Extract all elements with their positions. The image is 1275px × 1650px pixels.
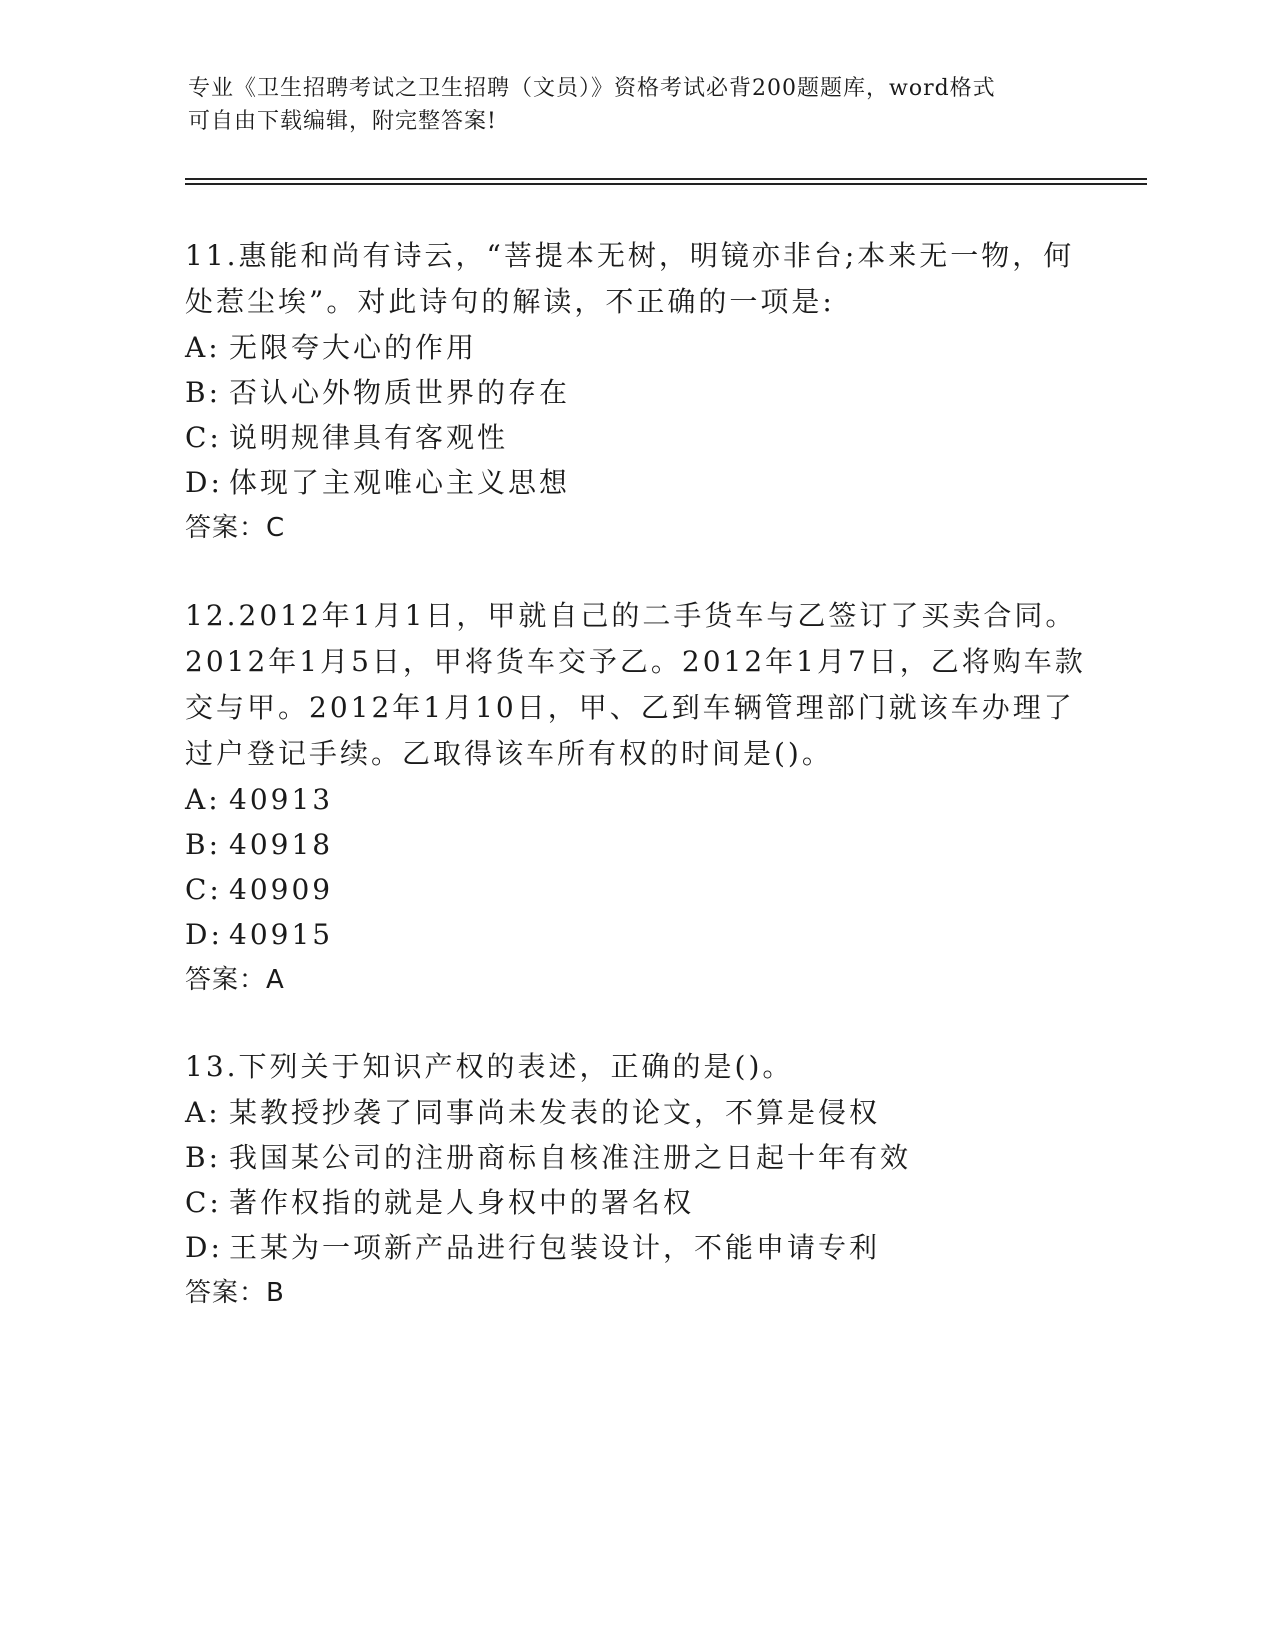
option-text: 著作权指的就是人身权中的署名权 (229, 1186, 695, 1219)
answer-line: 答案：C (185, 513, 286, 543)
option-d (185, 1225, 1105, 1270)
option-b (185, 1135, 1105, 1180)
option-text: 无限夸大心的作用 (229, 331, 478, 364)
option-key: B: (185, 376, 222, 409)
option-text: 40913 (229, 783, 334, 816)
option-key: B: (185, 1141, 222, 1174)
option-text: 40918 (229, 828, 334, 861)
option-text: 某教授抄袭了同事尚未发表的论文，不算是侵权 (229, 1096, 881, 1129)
document-header (188, 72, 1088, 138)
option-key: D: (185, 918, 223, 951)
option-text: 40915 (229, 918, 334, 951)
answer-line: 答案：B (185, 1278, 285, 1308)
option-text: 说明规律具有客观性 (229, 421, 509, 454)
answer-line: 答案：A (185, 965, 285, 995)
header-line-1: 专业《卫生招聘考试之卫生招聘（文员）》资格考试必背200题题库，word格式 (188, 76, 996, 101)
option-c (185, 867, 1105, 912)
option-d (185, 912, 1105, 957)
option-text: 我国某公司的注册商标自核准注册之日起十年有效 (229, 1141, 912, 1174)
option-key: A: (185, 1096, 221, 1129)
option-text: 40909 (229, 873, 334, 906)
header-divider-top (185, 178, 1147, 180)
question-stem: 13.下列关于知识产权的表述，正确的是()。 (185, 1050, 794, 1083)
option-a (185, 1090, 1105, 1135)
question-stem: 11.惠能和尚有诗云，“菩提本无树，明镜亦非台;本来无一物，何处惹尘埃”。对此诗句的解读，不正确的一项是: (185, 239, 1075, 318)
option-key: A: (185, 331, 221, 364)
option-b (185, 370, 1105, 415)
question-12 (185, 593, 1105, 1003)
header-line-2: 可自由下载编辑，附完整答案! (188, 109, 497, 134)
option-text: 否认心外物质世界的存在 (229, 376, 571, 409)
question-13 (185, 1044, 1105, 1316)
option-key: A: (185, 783, 221, 816)
option-d (185, 460, 1105, 505)
option-key: D: (185, 1231, 223, 1264)
header-divider-bottom (185, 183, 1147, 185)
option-key: C: (185, 873, 222, 906)
question-11 (185, 233, 1105, 551)
option-key: D: (185, 466, 223, 499)
option-a (185, 325, 1105, 370)
option-key: B: (185, 828, 222, 861)
question-stem: 12.2012年1月1日，甲就自己的二手货车与乙签订了买卖合同。2012年1月5日，甲将货车交予乙。2012年1月7日，乙将购车款交与甲。2012年1月10日，甲、乙到车辆管理部门就该车办理了过户登记手续。乙取得该车所有权的时间是()。 (185, 599, 1086, 770)
option-c (185, 1180, 1105, 1225)
option-key: C: (185, 1186, 222, 1219)
option-c (185, 415, 1105, 460)
option-text: 体现了主观唯心主义思想 (229, 466, 571, 499)
option-key: C: (185, 421, 222, 454)
option-a (185, 777, 1105, 822)
option-b (185, 822, 1105, 867)
option-text: 王某为一项新产品进行包装设计，不能申请专利 (229, 1231, 881, 1264)
